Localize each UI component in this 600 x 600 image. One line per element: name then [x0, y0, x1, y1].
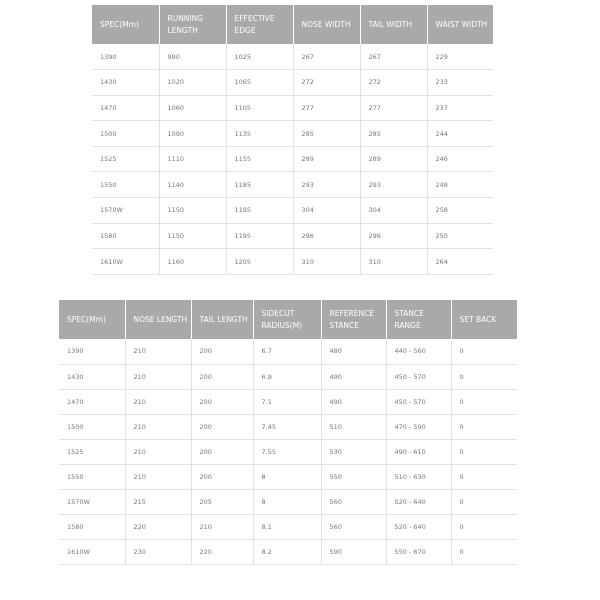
table-row [92, 121, 493, 147]
table-cell: 530 [321, 439, 386, 464]
table-cell: 264 [427, 249, 493, 275]
table-cell: 285 [293, 121, 360, 147]
table-cell: 1090 [159, 121, 226, 147]
table-cell: 0 [451, 464, 517, 489]
header-cell: SPEC(Mm) [92, 5, 159, 44]
table-cell: 1500 [92, 121, 159, 147]
header-cell: NOSE WIDTH [293, 5, 360, 44]
table-cell: 293 [293, 172, 360, 198]
header-cell: NOSE LENGTH [125, 300, 191, 339]
table-cell: 0 [451, 364, 517, 389]
table-cell: 550 - 670 [386, 539, 451, 564]
table-cell: 0 [451, 439, 517, 464]
table-row [92, 70, 493, 96]
table-cell: 1525 [92, 146, 159, 172]
table-row [59, 489, 517, 514]
table-cell: 220 [191, 539, 253, 564]
table-cell: 490 [321, 364, 386, 389]
table-header-row [92, 5, 493, 44]
table-cell: 267 [360, 44, 427, 70]
table-cell: 1470 [92, 95, 159, 121]
table-cell: 272 [293, 70, 360, 96]
table-cell: 0 [451, 339, 517, 364]
table-cell: 550 [321, 464, 386, 489]
table-cell: 237 [427, 95, 493, 121]
table-cell: 6.7 [253, 339, 321, 364]
table-row [59, 339, 517, 364]
table-cell: 210 [125, 439, 191, 464]
table-cell: 293 [360, 172, 427, 198]
table-cell: 200 [191, 464, 253, 489]
table-cell: 210 [125, 339, 191, 364]
table-cell: 1580 [92, 223, 159, 249]
table-cell: 7.45 [253, 414, 321, 439]
table-cell: 1550 [59, 464, 125, 489]
header-cell: SPEC(Mm) [59, 300, 125, 339]
table-cell: 480 [321, 339, 386, 364]
table-cell: 0 [451, 389, 517, 414]
table-row [92, 146, 493, 172]
table-cell: 1390 [59, 339, 125, 364]
table-cell: 248 [427, 172, 493, 198]
table-cell: 233 [427, 70, 493, 96]
table-cell: 1150 [159, 223, 226, 249]
table-cell: 1160 [159, 249, 226, 275]
dimensions-table [92, 5, 493, 275]
table-cell: 8 [253, 489, 321, 514]
table-row [92, 44, 493, 70]
table-cell: 1020 [159, 70, 226, 96]
table-cell: 560 [321, 514, 386, 539]
table-cell: 7.1 [253, 389, 321, 414]
table-cell: 560 [321, 489, 386, 514]
table-cell: 6.9 [253, 364, 321, 389]
table-cell: 470 - 590 [386, 414, 451, 439]
table-cell: 7.55 [253, 439, 321, 464]
header-cell: RUNNING LENGTH [159, 5, 226, 44]
table-cell: 200 [191, 414, 253, 439]
table-cell: 1135 [226, 121, 293, 147]
table-cell: 1150 [159, 198, 226, 224]
table-row [92, 172, 493, 198]
table-cell: 8.2 [253, 539, 321, 564]
header-cell: STANCE RANGE [386, 300, 451, 339]
header-cell: TAIL LENGTH [191, 300, 253, 339]
header-cell: EFFECTIVE EDGE [226, 5, 293, 44]
table-cell: 450 - 570 [386, 364, 451, 389]
table-cell: 205 [191, 489, 253, 514]
table-cell: 310 [360, 249, 427, 275]
table-cell: 296 [293, 223, 360, 249]
table-cell: 520 - 640 [386, 489, 451, 514]
table-cell: 200 [191, 389, 253, 414]
table-cell: 1110 [159, 146, 226, 172]
table-row [59, 439, 517, 464]
table-cell: 1185 [226, 172, 293, 198]
table-row [92, 95, 493, 121]
table-cell: 272 [360, 70, 427, 96]
table-cell: 210 [125, 364, 191, 389]
table-cell: 1390 [92, 44, 159, 70]
table-cell: 1195 [226, 198, 293, 224]
header-cell: TAIL WIDTH [360, 5, 427, 44]
table-cell: 1570W [92, 198, 159, 224]
table-cell: 310 [293, 249, 360, 275]
table-cell: 8.1 [253, 514, 321, 539]
table-cell: 246 [427, 146, 493, 172]
table-cell: 1205 [226, 249, 293, 275]
table-cell: 304 [293, 198, 360, 224]
table-cell: 1430 [92, 70, 159, 96]
table-cell: 289 [360, 146, 427, 172]
table-cell: 1060 [159, 95, 226, 121]
table-cell: 1580 [59, 514, 125, 539]
table-cell: 520 - 640 [386, 514, 451, 539]
table-cell: 229 [427, 44, 493, 70]
table-cell: 296 [360, 223, 427, 249]
table-cell: 1570W [59, 489, 125, 514]
table-row [92, 249, 493, 275]
header-cell: REFERENCE STANCE [321, 300, 386, 339]
table-cell: 244 [427, 121, 493, 147]
table-cell: 490 [321, 389, 386, 414]
table-cell: 304 [360, 198, 427, 224]
table-row [59, 389, 517, 414]
table-cell: 8 [253, 464, 321, 489]
table-cell: 0 [451, 539, 517, 564]
table-cell: 0 [451, 414, 517, 439]
table-cell: 490 - 610 [386, 439, 451, 464]
table-cell: 590 [321, 539, 386, 564]
table-cell: 0 [451, 514, 517, 539]
table-cell: 1470 [59, 389, 125, 414]
table-cell: 258 [427, 198, 493, 224]
table-cell: 210 [125, 389, 191, 414]
stance-geometry-table [59, 300, 517, 565]
table-cell: 1550 [92, 172, 159, 198]
table-cell: 1105 [226, 95, 293, 121]
table-cell: 1065 [226, 70, 293, 96]
table-cell: 289 [293, 146, 360, 172]
table-cell: 1155 [226, 146, 293, 172]
table-cell: 250 [427, 223, 493, 249]
table-cell: 1525 [59, 439, 125, 464]
table-cell: 210 [191, 514, 253, 539]
table-cell: 220 [125, 514, 191, 539]
header-cell: SET BACK [451, 300, 517, 339]
table-cell: 1430 [59, 364, 125, 389]
table-cell: 285 [360, 121, 427, 147]
table-row [92, 223, 493, 249]
table-row [59, 539, 517, 564]
table-cell: 267 [293, 44, 360, 70]
table-row [59, 364, 517, 389]
table-row [59, 514, 517, 539]
table-cell: 210 [125, 464, 191, 489]
header-cell: SIDECUT RADIUS(M) [253, 300, 321, 339]
table-cell: 510 - 630 [386, 464, 451, 489]
table-cell: 440 - 560 [386, 339, 451, 364]
table-cell: 200 [191, 439, 253, 464]
table-cell: 0 [451, 489, 517, 514]
table-cell: 510 [321, 414, 386, 439]
table-cell: 277 [293, 95, 360, 121]
table-cell: 1610W [59, 539, 125, 564]
table-cell: 1195 [226, 223, 293, 249]
table-cell: 1140 [159, 172, 226, 198]
table-cell: 200 [191, 364, 253, 389]
header-cell: WAIST WIDTH [427, 5, 493, 44]
table-cell: 230 [125, 539, 191, 564]
table-row [59, 414, 517, 439]
table-cell: 215 [125, 489, 191, 514]
table-cell: 450 - 570 [386, 389, 451, 414]
table-row [92, 198, 493, 224]
table-cell: 210 [125, 414, 191, 439]
table-cell: 1025 [226, 44, 293, 70]
table-cell: 1610W [92, 249, 159, 275]
table-cell: 200 [191, 339, 253, 364]
table-cell: 980 [159, 44, 226, 70]
table-cell: 277 [360, 95, 427, 121]
table-row [59, 464, 517, 489]
table-header-row [59, 300, 517, 339]
table-cell: 1500 [59, 414, 125, 439]
